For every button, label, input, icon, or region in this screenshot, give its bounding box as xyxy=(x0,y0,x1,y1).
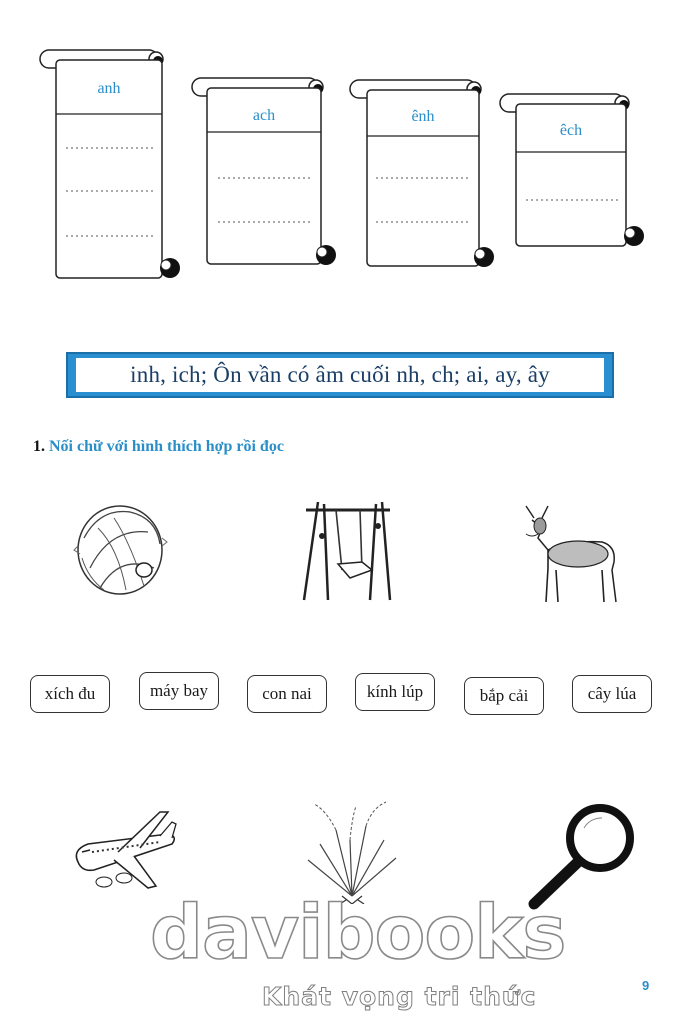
cabbage-picture xyxy=(70,498,170,602)
page-number: 9 xyxy=(642,978,650,993)
exercise-instruction xyxy=(33,438,284,456)
scroll-frame-icon xyxy=(190,74,338,270)
watermark-brand: davibooks xyxy=(150,890,566,976)
word-card[interactable]: bắp cải xyxy=(464,677,544,715)
scroll-anh xyxy=(38,46,183,282)
lesson-title: inh, ich; Ôn vần có âm cuối nh, ch; ai, ay, ây xyxy=(76,358,604,392)
rice-plant-picture xyxy=(296,800,408,904)
word-card[interactable]: cây lúa xyxy=(572,675,652,713)
watermark-tagline: Khát vọng tri thức xyxy=(262,982,537,1011)
word-card[interactable]: kính lúp xyxy=(355,673,435,711)
scroll-label: ênh xyxy=(411,108,435,125)
scroll-label: ach xyxy=(252,107,276,124)
word-card[interactable]: xích đu xyxy=(30,675,110,713)
lesson-title-banner xyxy=(66,352,614,398)
scroll-ach xyxy=(190,74,338,270)
scroll-ech xyxy=(498,90,648,252)
scroll-enh xyxy=(348,76,496,272)
exercise-text: Nối chữ với hình thích hợp rồi đọc xyxy=(49,438,284,455)
word-card[interactable]: máy bay xyxy=(139,672,219,710)
exercise-number: 1. xyxy=(33,438,45,455)
scroll-frame-icon xyxy=(348,76,496,272)
airplane-picture xyxy=(68,800,180,896)
swing-picture xyxy=(298,496,398,606)
deer-picture xyxy=(518,498,622,608)
scroll-label: êch xyxy=(559,122,583,139)
scroll-label: anh xyxy=(97,80,121,97)
word-card[interactable]: con nai xyxy=(247,675,327,713)
scroll-frame-icon xyxy=(498,90,648,252)
